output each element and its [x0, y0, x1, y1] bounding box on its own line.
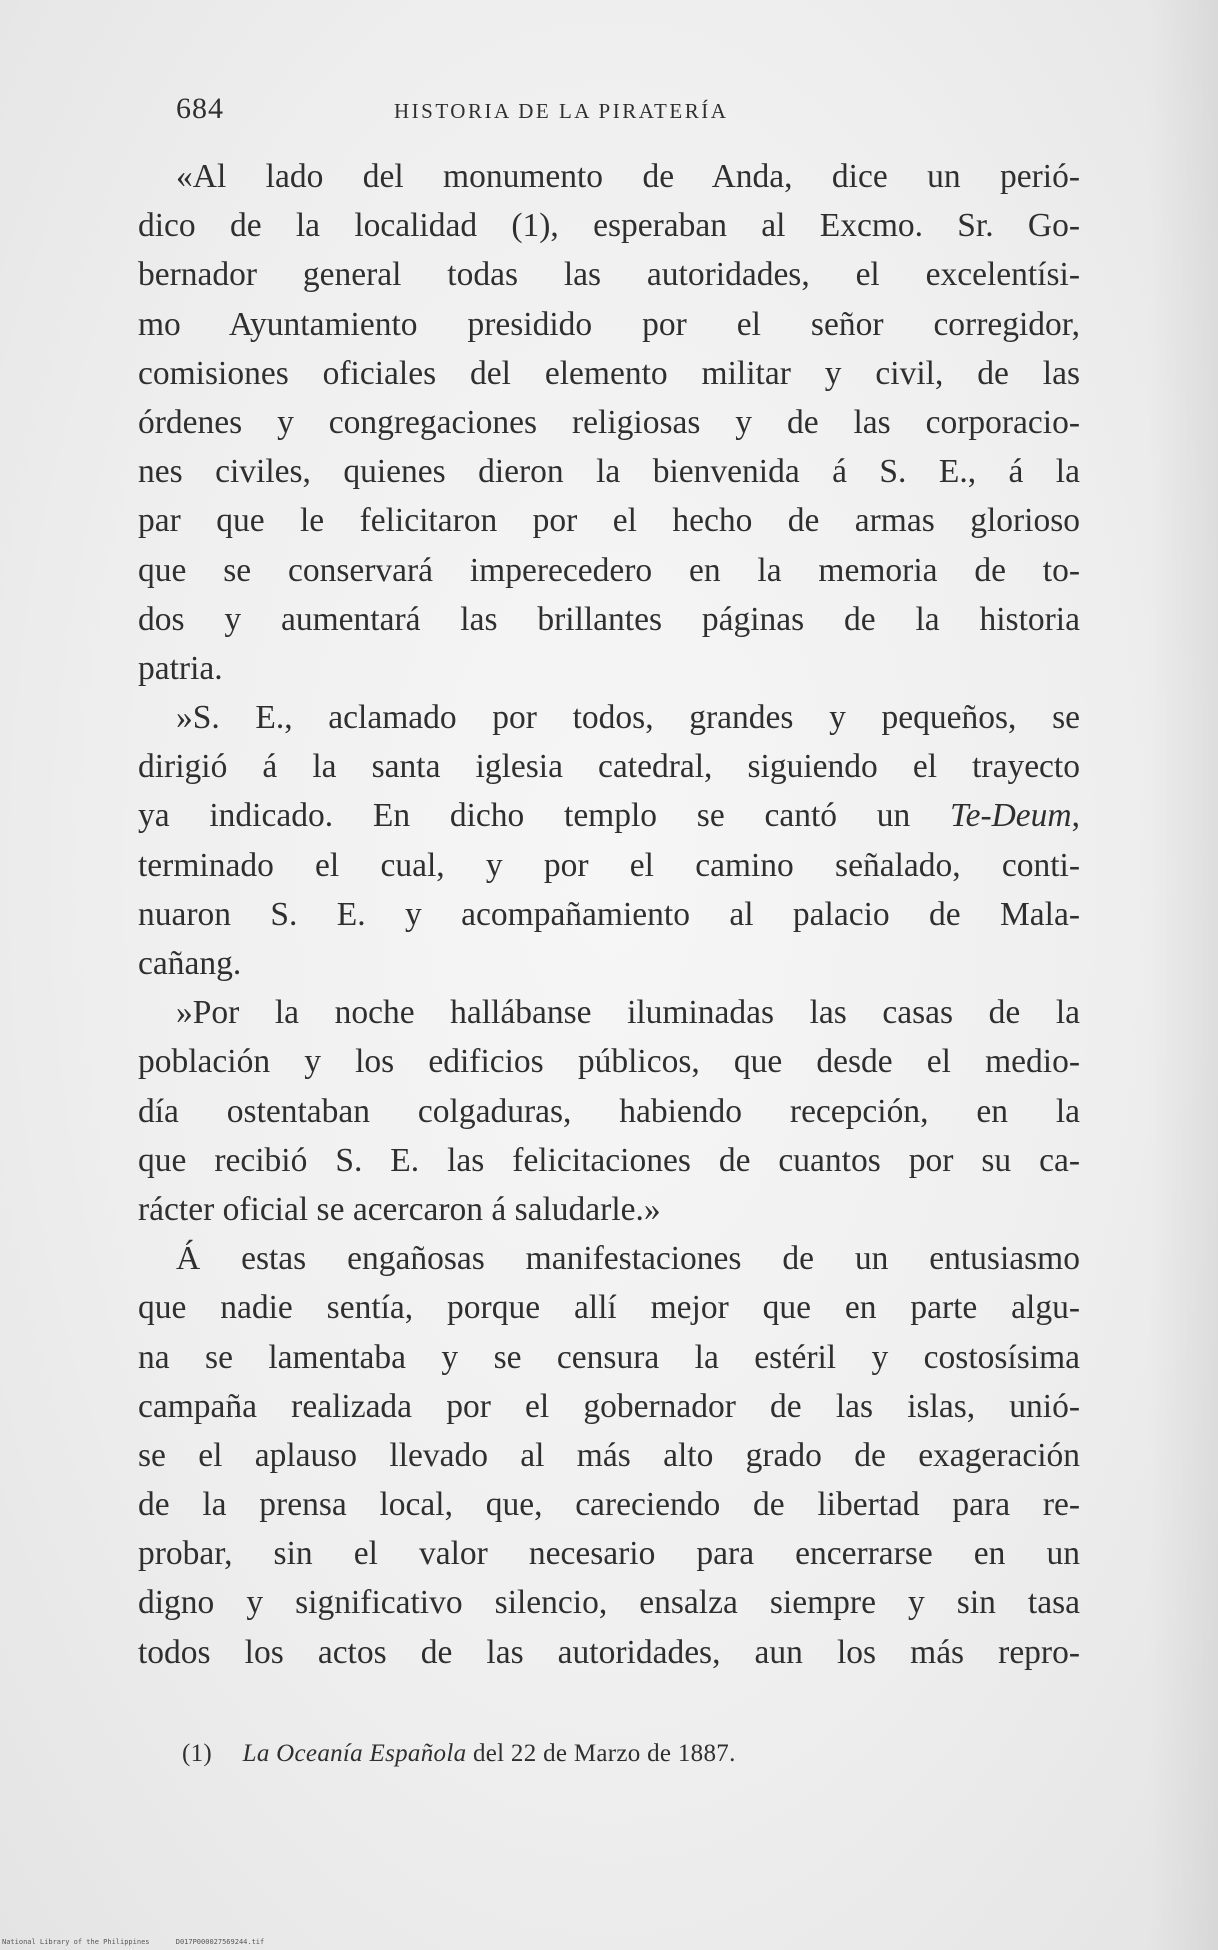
text-line: día ostentaban colgaduras, habiendo recepción, en la — [138, 1092, 1080, 1130]
text-line: que nadie sentía, porque allí mejor que en parte algu- — [138, 1289, 1080, 1327]
scan-file-id: D017P000027569244.tif — [175, 1938, 265, 1946]
scan-library: National Library of the Philippines — [2, 1938, 150, 1946]
text-line: de la prensa local, que, careciendo de libertad para re- — [138, 1486, 1080, 1524]
footnote — [182, 1740, 736, 1768]
text-line: digno y significativo silencio, ensalza siempre y sin tasa — [138, 1584, 1080, 1622]
text-line: dirigió á la santa iglesia catedral, siguiendo el trayecto — [138, 748, 1080, 786]
page-number: 684 — [176, 92, 224, 125]
footnote-source-date: del 22 de Marzo de 1887. — [472, 1740, 736, 1767]
text-line: que se conservará imperecedero en la memoria de to- — [138, 551, 1080, 589]
page-edge-shadow — [1148, 0, 1218, 1950]
text-line: cañang. — [138, 945, 242, 982]
text-line: bernador general todas las autoridades, el excelentísi- — [138, 256, 1080, 294]
te-deum-line-text: ya indicado. En dicho templo se cantó un Te-Deum, — [138, 797, 1080, 835]
body-text — [138, 152, 1080, 1677]
text-line: patria. — [138, 649, 223, 687]
text-line: Á estas engañosas manifestaciones de un entusiasmo — [176, 1240, 1080, 1278]
text-line: nes civiles, quienes dieron la bienvenida á S. E., á la — [138, 453, 1080, 491]
text-line: comisiones oficiales del elemento militar y civil, de las — [138, 354, 1080, 392]
text-line: par que le felicitaron por el hecho de armas glorioso — [138, 502, 1080, 540]
text-line: nuaron S. E. y acompañamiento al palacio de Mala- — [138, 895, 1080, 933]
text-line: que recibió S. E. las felicitaciones de cuantos por su ca- — [138, 1141, 1080, 1179]
running-title: HISTORIA DE LA PIRATERÍA — [394, 99, 729, 123]
te-deum-italic: Te-Deum — [950, 797, 1072, 835]
text-line: dico de la localidad (1), esperaban al Excmo. Sr. Go- — [138, 207, 1080, 245]
text-line: se el aplauso llevado al más alto grado de exageración — [138, 1436, 1080, 1474]
text-line: na se lamentaba y se censura la estéril y costosísima — [138, 1338, 1080, 1376]
text-line-te-deum — [138, 791, 1080, 840]
text-line: órdenes y congregaciones religiosas y de las corporacio- — [138, 403, 1080, 441]
text-line: terminado el cual, y por el camino señalado, conti- — [138, 846, 1080, 884]
text-line: población y los edificios públicos, que desde el medio- — [138, 1043, 1080, 1081]
text-line: rácter oficial se acercaron á saludarle.» — [138, 1190, 661, 1228]
text-line: dos y aumentará las brillantes páginas de la historia — [138, 600, 1080, 638]
text-line: »S. E., aclamado por todos, grandes y pequeños, se — [176, 699, 1080, 737]
text-line: campaña realizada por el gobernador de las islas, unió- — [138, 1387, 1080, 1425]
page-header — [176, 92, 1076, 132]
footnote-source-title: La Oceanía Española — [242, 1740, 467, 1767]
text-line: »Por la noche hallábanse iluminadas las casas de la — [176, 994, 1080, 1032]
text-line: probar, sin el valor necesario para encerrarse en un — [138, 1535, 1080, 1573]
scan-credit — [2, 1938, 286, 1946]
text-line: todos los actos de las autoridades, aun los más repro- — [138, 1633, 1080, 1671]
text-line: «Al lado del monumento de Anda, dice un perió- — [176, 158, 1080, 195]
footnote-mark: (1) — [182, 1740, 213, 1767]
text-line: mo Ayuntamiento presidido por el señor corregidor, — [138, 305, 1080, 343]
